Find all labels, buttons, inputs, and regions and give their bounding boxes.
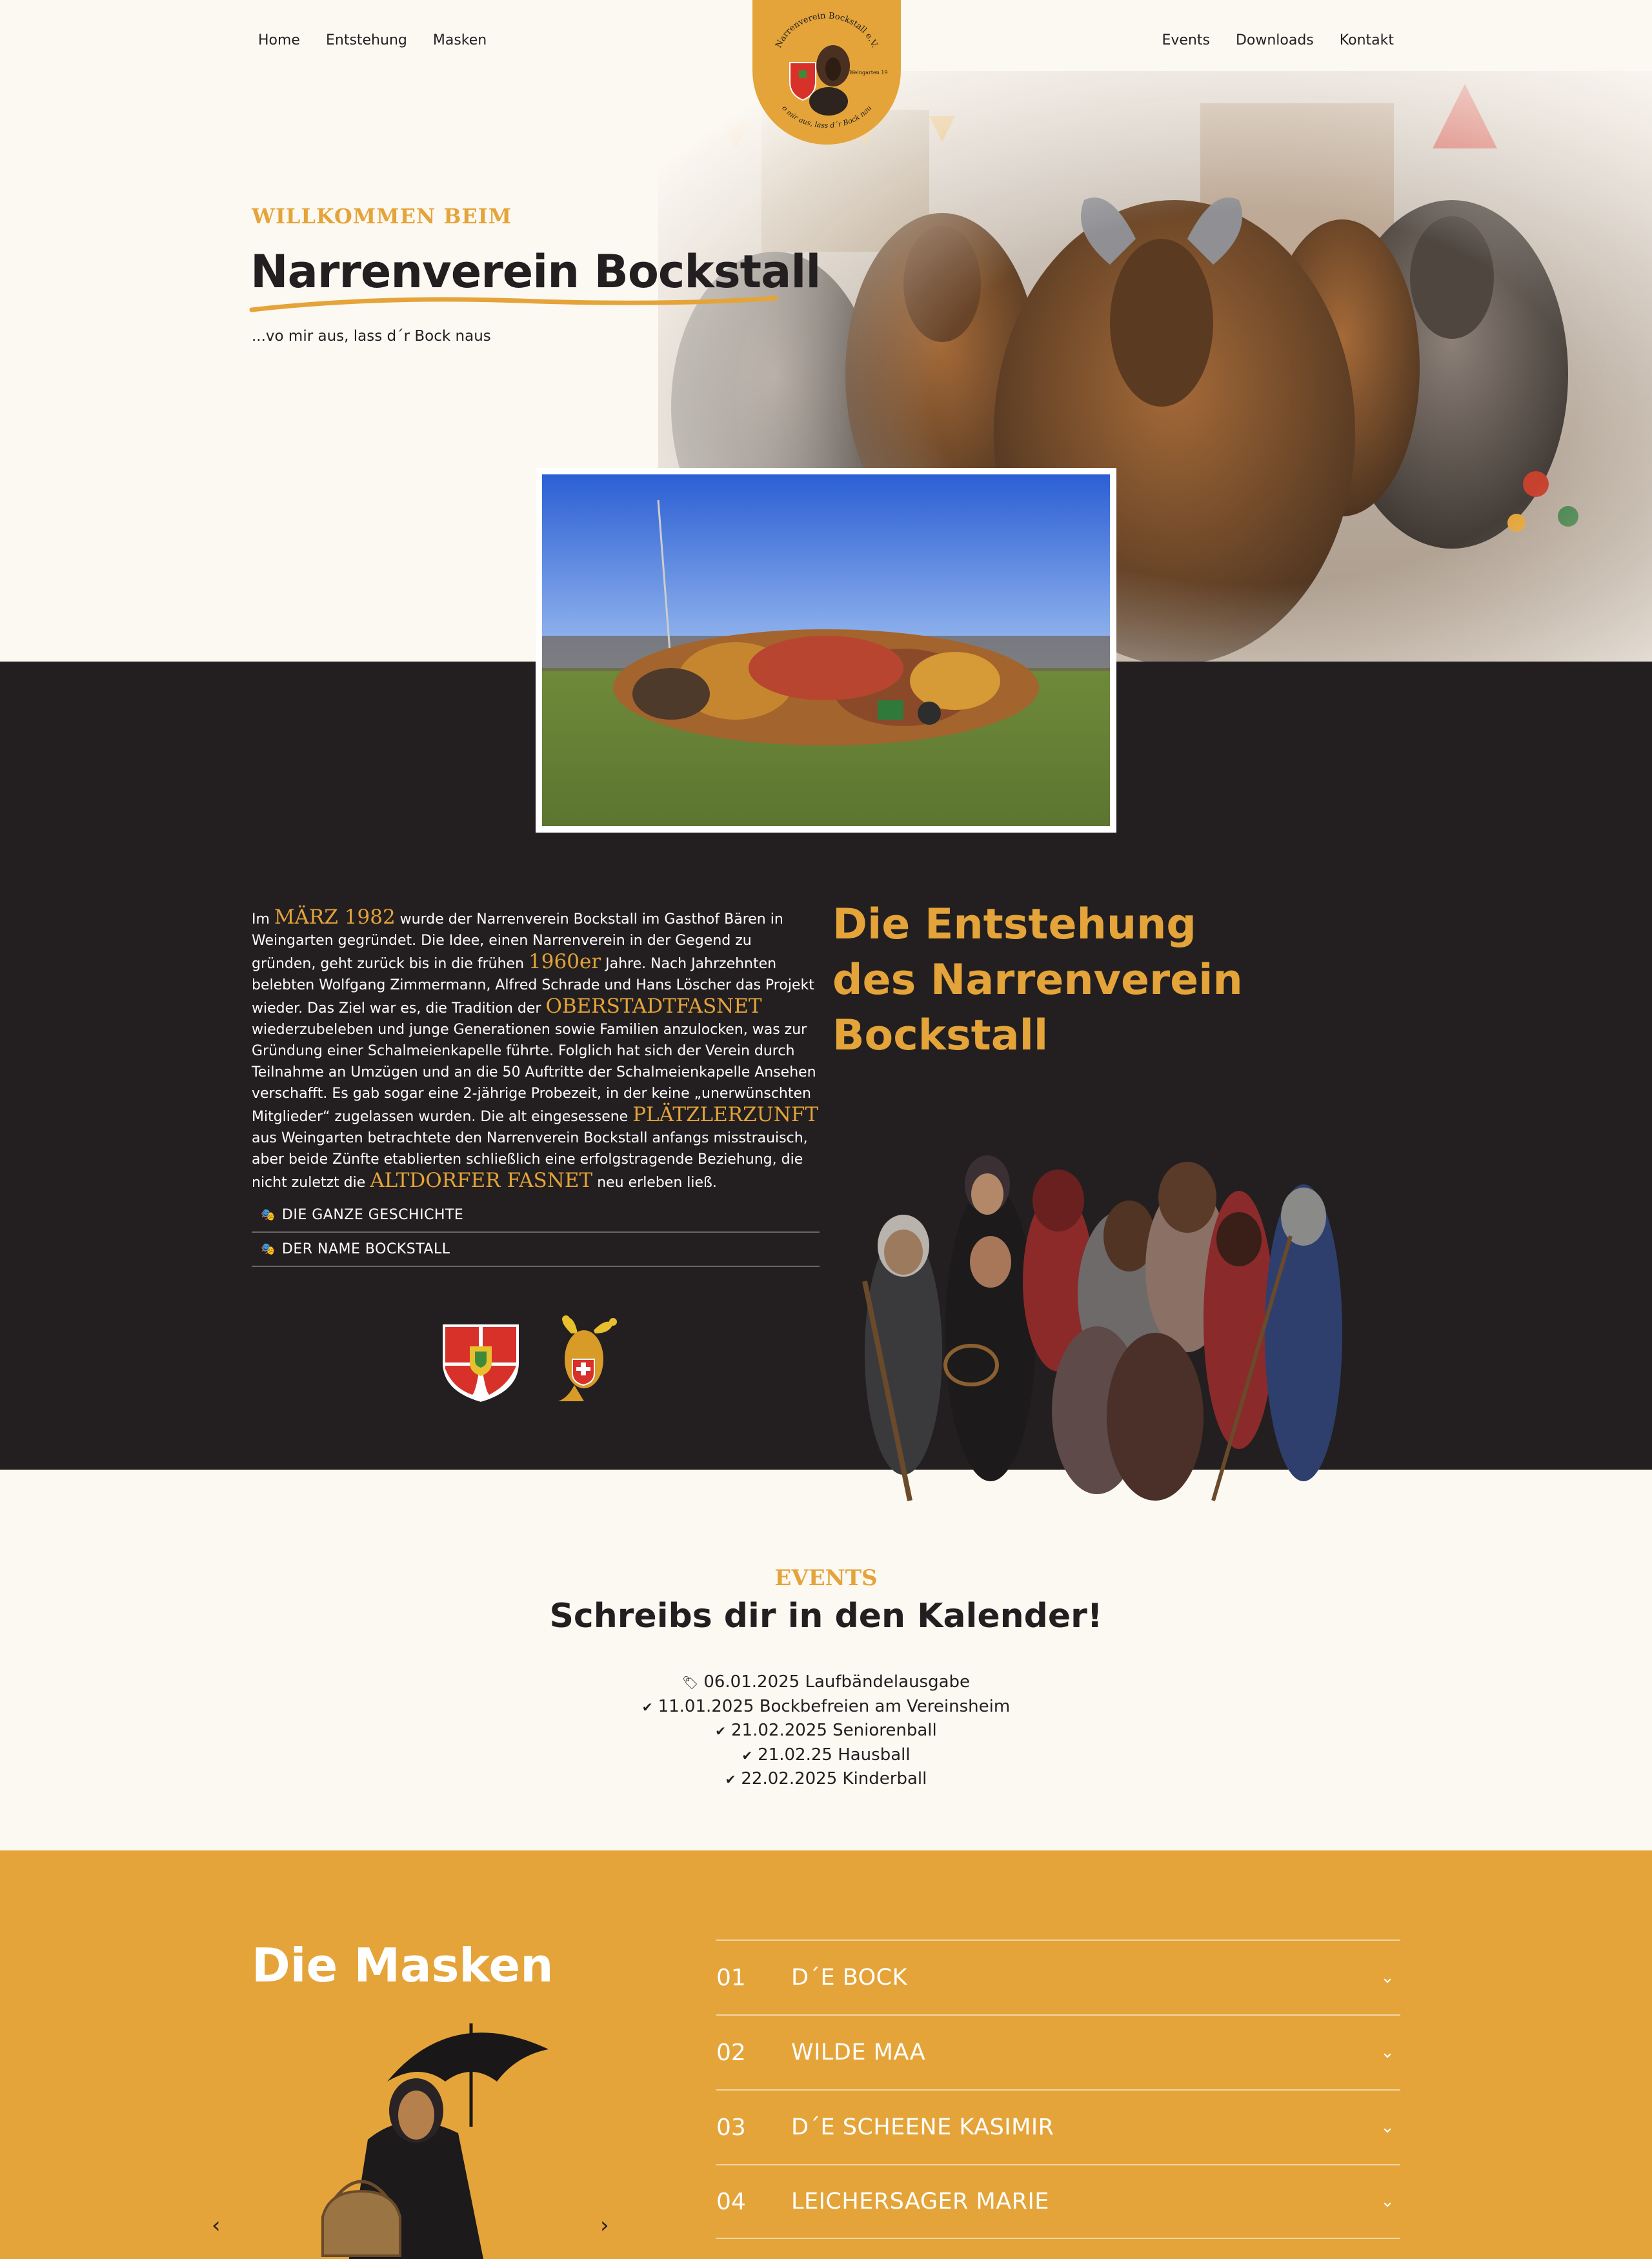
masks-accordion xyxy=(716,1940,1400,2239)
event-text: 22.02.2025 Kinderball xyxy=(741,1769,927,1788)
accordion-number: 03 xyxy=(716,2114,746,2141)
history-text xyxy=(252,907,820,1193)
chevron-down-icon: ⌄ xyxy=(1380,2043,1395,2062)
events-kicker: EVENTS xyxy=(774,1565,878,1591)
accordion-item-de-bock[interactable] xyxy=(716,1940,1400,2014)
link-label: DIE GANZE GESCHICHTE xyxy=(281,1207,464,1223)
theater-mask-icon: 🎭 xyxy=(261,1208,276,1222)
link-label: DER NAME BOCKSTALL xyxy=(281,1241,450,1257)
nav-masken[interactable]: Masken xyxy=(432,32,487,48)
hero-subtitle: ...vo mir aus, lass d´r Bock naus xyxy=(252,328,491,345)
accordion-item-scheene-kasimir[interactable] xyxy=(716,2089,1400,2164)
event-item xyxy=(0,1743,1652,1768)
nav-kontakt[interactable]: Kontakt xyxy=(1339,32,1394,48)
hero-kicker: WILLKOMMEN BEIM xyxy=(252,204,512,228)
carousel-prev-button[interactable]: ‹ xyxy=(212,2213,221,2238)
story-text: wiederzubeleben und junge Generationen sowie Familien anzulocken, was zur Gründung einer Schalmeienkapelle führte. Folglich hat sich der Verein durch Teilnahme an Umzügen und an die 50 Auftritte der Schalmeienkapelle Ansehen verschafft. Es gab sogar eine 2-jährige Probezeit, in der keine „unerwünschten Mitglieder“ zugelassen wurden. Die alt eingesessene xyxy=(252,1022,816,1125)
history-links xyxy=(252,1199,820,1267)
check-icon: ✔ xyxy=(715,1723,727,1739)
mask-carousel-image xyxy=(277,2011,581,2259)
accordion-number: 02 xyxy=(716,2039,746,2066)
event-item xyxy=(0,1719,1652,1743)
story-text: wurde der Narrenverein Bockstall im Gasthof Bären in Weingarten gegründet. Die Idee, einen Narrenverein in der Gegend zu gründen, geht zurück bis in die frühen xyxy=(252,911,783,972)
accordion-item-leichersager-marie[interactable] xyxy=(716,2164,1400,2239)
group-photo xyxy=(536,468,1116,833)
nav-downloads[interactable]: Downloads xyxy=(1235,32,1314,48)
story-text: neu erleben ließ. xyxy=(592,1175,717,1191)
jester-emblem xyxy=(552,1314,620,1404)
logo-top-text: Narrenverein Bockstall e.V. xyxy=(774,11,880,50)
masked-figures-group-photo xyxy=(852,1139,1375,1514)
hero-title: Narrenverein Bockstall xyxy=(250,245,821,298)
nav-events[interactable]: Events xyxy=(1162,32,1210,48)
highlight-plaetzlerzunft: PLÄTZLERZUNFT xyxy=(632,1103,819,1126)
logo-side-text: Weingarten 19 xyxy=(849,70,888,76)
accordion-label: D´E BOCK xyxy=(791,1965,908,1991)
accordion-item-wilde-maa[interactable] xyxy=(716,2014,1400,2089)
story-text: aus Weingarten betrachtete den Narrenverein Bockstall anfangs misstrauisch, aber beide Zünfte etablierten schließlich eine erfolgstragende Beziehung, die nicht zuletzt die xyxy=(252,1130,808,1191)
check-icon: ✔ xyxy=(641,1699,653,1715)
link-name-bockstall[interactable] xyxy=(252,1233,820,1267)
event-text: 11.01.2025 Bockbefreien am Vereinsheim xyxy=(658,1696,1011,1716)
check-icon: ✔ xyxy=(725,1772,736,1787)
chevron-down-icon: ⌄ xyxy=(1380,2192,1395,2211)
story-text: Jahre. Nach Jahrzehnten belebten Wolfgang Zimmermann, Alfred Schrade und Hans Löscher das Projekt wieder. Das Ziel war es, die Tradition der xyxy=(252,956,814,1017)
hero-title-underline xyxy=(249,292,778,314)
event-text: 06.01.2025 Laufbändelausgabe xyxy=(703,1672,971,1692)
highlight-1960er: 1960er xyxy=(529,950,601,973)
accordion-number: 04 xyxy=(716,2188,746,2215)
event-item xyxy=(0,1695,1652,1719)
event-item xyxy=(0,1767,1652,1792)
accordion-number: 01 xyxy=(716,1964,746,1991)
logo-bottom-text: o mir aus, lass d´r Bock nau xyxy=(780,103,874,130)
accordion-label: LEICHERSAGER MARIE xyxy=(791,2189,1049,2214)
entstehung-title: Die Entstehung des Narrenverein Bockstall xyxy=(832,900,1243,1060)
highlight-march-1982: MÄRZ 1982 xyxy=(274,906,396,929)
club-logo[interactable] xyxy=(752,0,901,145)
events-list xyxy=(0,1670,1652,1792)
logo-emblem xyxy=(765,11,888,134)
events-title: Schreibs dir in den Kalender! xyxy=(549,1597,1103,1636)
highlight-oberstadtfasnet: OBERSTADTFASNET xyxy=(545,995,762,1018)
nav-entstehung[interactable]: Entstehung xyxy=(325,32,407,48)
weingarten-coat-of-arms xyxy=(439,1321,523,1404)
accordion-label: WILDE MAA xyxy=(791,2040,926,2065)
event-text: 21.02.25 Hausball xyxy=(758,1745,911,1765)
check-icon: ✔ xyxy=(741,1747,753,1763)
theater-mask-icon: 🎭 xyxy=(261,1242,276,1256)
accordion-label: D´E SCHEENE KASIMIR xyxy=(791,2114,1054,2140)
link-ganze-geschichte[interactable] xyxy=(252,1199,820,1233)
chevron-down-icon: ⌄ xyxy=(1380,1968,1395,1987)
chevron-down-icon: ⌄ xyxy=(1380,2118,1395,2137)
event-text: 21.02.2025 Seniorenball xyxy=(731,1721,937,1740)
carousel-next-button[interactable]: › xyxy=(600,2213,609,2238)
nav-home[interactable]: Home xyxy=(258,32,300,48)
tag-icon: 🏷 xyxy=(681,1675,699,1690)
svg-text:Narrenverein Bockstall e.V. xyxy=(774,11,880,49)
highlight-altdorfer-fasnet: ALTDORFER FASNET xyxy=(370,1169,593,1192)
event-item xyxy=(0,1670,1652,1695)
masks-title: Die Masken xyxy=(252,1938,554,1992)
story-text: Im xyxy=(252,911,274,927)
